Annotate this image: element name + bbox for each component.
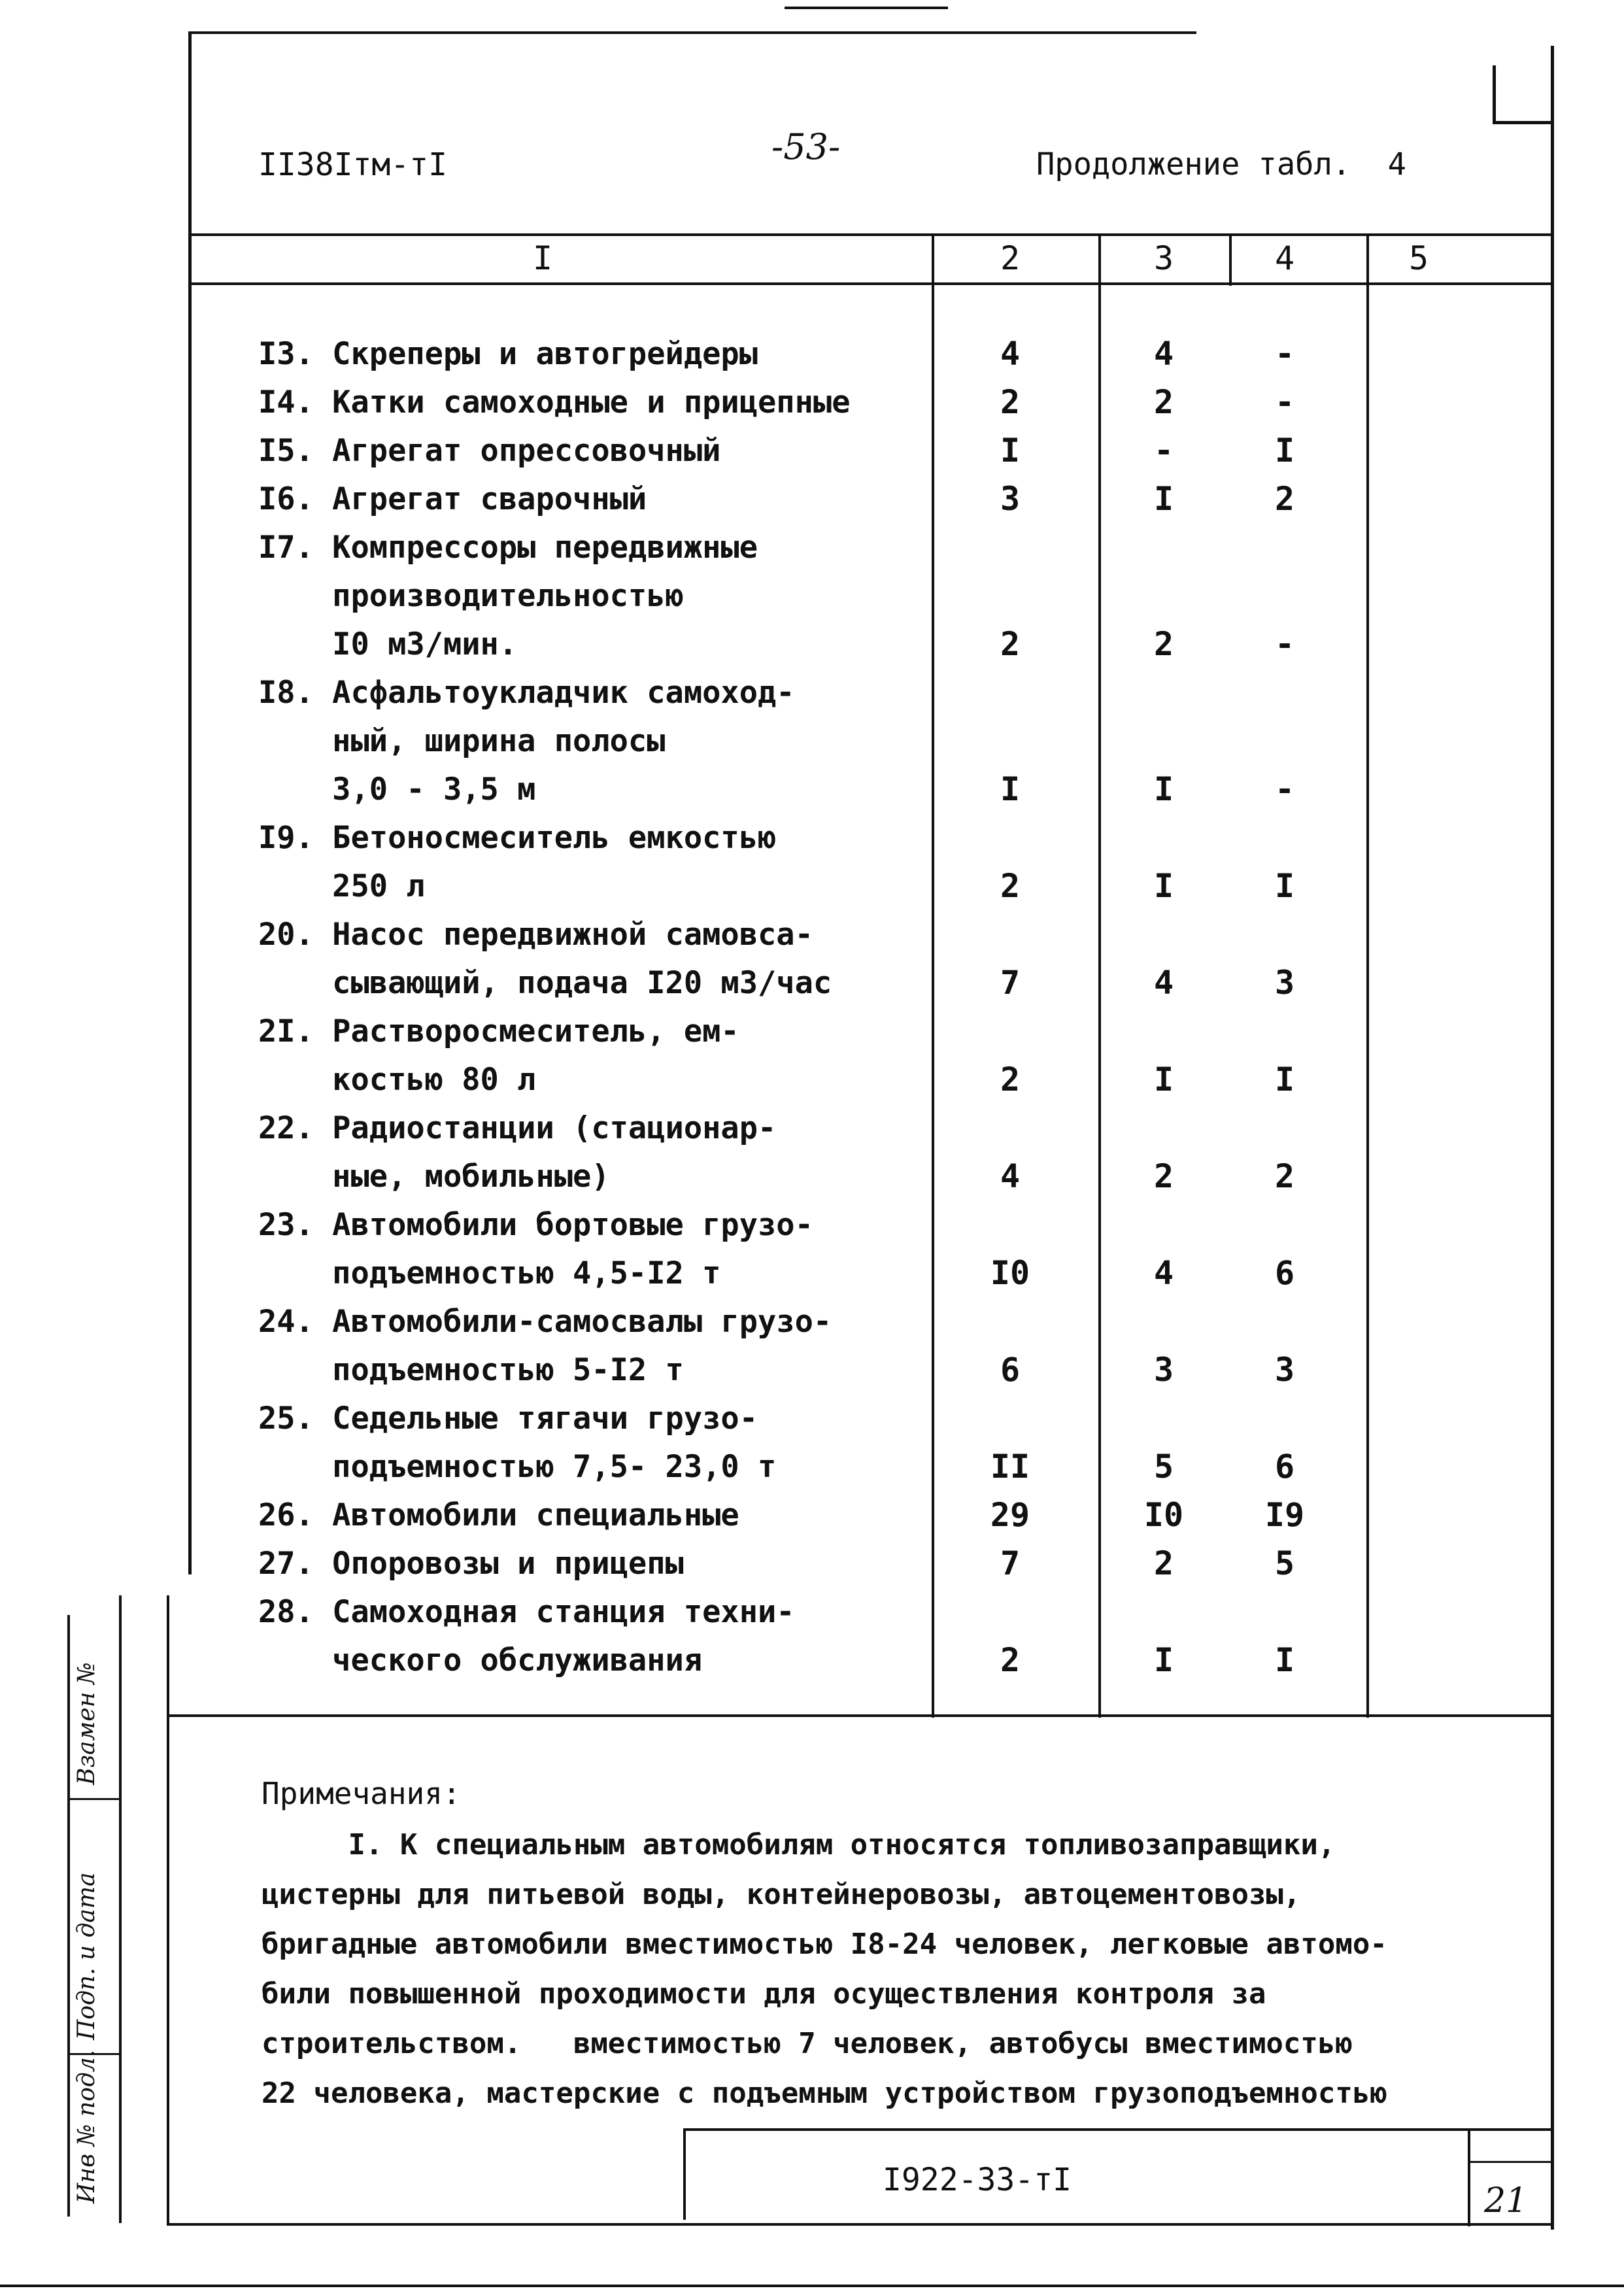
row-description-line: 28. Самоходная станция техни- — [258, 1594, 795, 1630]
frame-top-line — [190, 31, 1196, 34]
margin-stamp-right-line — [119, 1595, 122, 2223]
row-description-line: I6. Агрегат сварочный — [258, 481, 647, 517]
row-value-c4: I9 — [1264, 1496, 1305, 1534]
footer-stamp-code: I922-33-тI — [883, 2162, 1072, 2198]
row-value-c2: 3 — [1000, 480, 1021, 518]
notes-line: строительством. вместимостью 7 человек, автобусы вместимостью — [262, 2027, 1353, 2060]
row-value-c2: 6 — [1000, 1351, 1021, 1389]
row-description-line: 25. Седельные тягачи грузо- — [258, 1401, 758, 1436]
notes-title: Примечания: — [262, 1776, 461, 1811]
row-description-line: I0 м3/мин. — [258, 626, 518, 662]
margin-stamp-left-line — [67, 1615, 70, 2217]
notes-line: I. К специальным автомобилям относятся топливозаправщики, — [262, 1828, 1336, 1862]
row-description-line: 22. Радиостанции (стационар- — [258, 1110, 777, 1146]
margin-stamp-divider-1 — [67, 1798, 120, 1800]
row-value-c2: 7 — [1000, 1544, 1021, 1582]
row-description-line: 23. Автомобили бортовые грузо- — [258, 1207, 813, 1243]
row-value-c4: - — [1274, 383, 1295, 421]
row-value-c2: I — [1000, 770, 1021, 808]
row-description-line: I9. Бетоносмеситель емкостью — [258, 820, 777, 856]
table-continuation-label: Продолжение табл. 4 — [1036, 146, 1406, 182]
frame-bottom-line — [167, 2223, 1553, 2226]
row-value-c3: I0 — [1143, 1496, 1184, 1534]
margin-stamp-inner-line — [167, 1595, 169, 2223]
row-description-line: ные, мобильные) — [258, 1159, 610, 1195]
row-value-c3: 3 — [1153, 1351, 1174, 1389]
row-description-line: ный, ширина полосы — [258, 723, 666, 759]
row-description-line: 24. Автомобили-самосвалы грузо- — [258, 1304, 832, 1340]
row-value-c2: 29 — [990, 1496, 1030, 1534]
row-value-c2: 2 — [1000, 1641, 1021, 1679]
row-value-c3: 5 — [1153, 1448, 1174, 1486]
row-description-line: костью 80 л — [258, 1062, 536, 1098]
row-description-line: I5. Агрегат опрессовочный — [258, 433, 721, 469]
column-header-1: I — [532, 239, 553, 277]
row-value-c3: 2 — [1153, 383, 1174, 421]
document-code: II38Iтм-тI — [258, 146, 447, 183]
column-header-5: 5 — [1408, 239, 1429, 277]
frame-left-line — [188, 31, 192, 1574]
row-value-c2: 4 — [1000, 335, 1021, 373]
margin-label-signature-date: Подп. и дата — [73, 1872, 100, 2040]
row-description-line: 250 л — [258, 868, 425, 904]
column-header-3: 3 — [1153, 239, 1174, 277]
page-bottom-edge — [0, 2285, 1624, 2287]
frame-right-line — [1551, 46, 1554, 2230]
row-description-line: сывающий, подача I20 м3/час — [258, 965, 832, 1001]
notes-line: цистерны для питьевой воды, контейнеровозы, автоцементовозы, — [262, 1878, 1301, 1911]
row-value-c4: 3 — [1274, 1351, 1295, 1389]
column-header-2: 2 — [1000, 239, 1021, 277]
row-value-c4: - — [1274, 625, 1295, 663]
row-value-c3: 2 — [1153, 625, 1174, 663]
row-description-line: подъемностью 4,5-I2 т — [258, 1255, 721, 1291]
row-description-line: 2I. Растворосмеситель, ем- — [258, 1013, 739, 1049]
row-value-c3: - — [1153, 432, 1174, 469]
row-value-c3: 4 — [1153, 335, 1174, 373]
column-header-4: 4 — [1274, 239, 1295, 277]
top-edge-mark — [785, 7, 948, 9]
row-value-c4: 2 — [1274, 1157, 1295, 1195]
row-value-c3: I — [1153, 1641, 1174, 1679]
footer-stamp-top-line — [683, 2128, 1553, 2131]
row-value-c2: 2 — [1000, 867, 1021, 905]
row-value-c3: I — [1153, 480, 1174, 518]
table-bottom-line — [167, 1714, 1553, 1717]
row-value-c2: I0 — [990, 1254, 1030, 1292]
row-value-c2: 7 — [1000, 964, 1021, 1002]
row-value-c4: 5 — [1274, 1544, 1295, 1582]
row-description-line: 20. Насос передвижной самовса- — [258, 917, 813, 953]
table-header-top-line — [190, 233, 1553, 236]
row-value-c4: 6 — [1274, 1448, 1295, 1486]
row-value-c3: I — [1153, 1061, 1174, 1098]
row-description-line: 3,0 - 3,5 м — [258, 772, 536, 808]
footer-stamp-left-line — [683, 2128, 686, 2220]
column-divider-3 — [1229, 233, 1232, 286]
row-value-c3: 2 — [1153, 1544, 1174, 1582]
notes-line: били повышенной проходимости для осуществления контроля за — [262, 1977, 1266, 2011]
row-value-c3: 2 — [1153, 1157, 1174, 1195]
row-value-c4: 3 — [1274, 964, 1295, 1002]
notes-line: бригадные автомобили вместимостью I8-24 человек, легковые автомо- — [262, 1928, 1387, 1961]
notes-line: 22 человека, мастерские с подъемным устройством грузоподъемностью — [262, 2077, 1387, 2110]
column-divider-1 — [932, 233, 934, 1718]
row-value-c4: - — [1274, 770, 1295, 808]
row-description-line: подъемностью 7,5- 23,0 т — [258, 1449, 777, 1485]
margin-label-inventory: Инв № подл. — [73, 2049, 100, 2203]
row-value-c4: 6 — [1274, 1254, 1295, 1292]
row-value-c4: I — [1274, 432, 1295, 469]
corner-bracket-horizontal — [1493, 121, 1551, 124]
row-description-line: I7. Компрессоры передвижные — [258, 530, 758, 566]
row-value-c2: II — [990, 1448, 1030, 1486]
row-description-line: ческого обслуживания — [258, 1642, 703, 1678]
row-description-line: производительностью — [258, 578, 684, 614]
table-header-bottom-line — [190, 282, 1553, 285]
footer-sheet-box-line — [1468, 2128, 1470, 2226]
row-value-c4: I — [1274, 1061, 1295, 1098]
row-value-c4: - — [1274, 335, 1295, 373]
row-value-c2: 2 — [1000, 383, 1021, 421]
row-description-line: I4. Катки самоходные и прицепные — [258, 384, 851, 420]
column-divider-2 — [1098, 233, 1101, 1718]
row-value-c3: I — [1153, 770, 1174, 808]
footer-sheet-box-divider — [1468, 2161, 1553, 2163]
row-value-c2: 2 — [1000, 625, 1021, 663]
column-divider-4 — [1366, 233, 1369, 1718]
row-description-line: 27. Опоровозы и прицепы — [258, 1546, 684, 1582]
row-description-line: 26. Автомобили специальные — [258, 1497, 739, 1533]
row-value-c2: 2 — [1000, 1061, 1021, 1098]
row-description-line: подъемностью 5-I2 т — [258, 1352, 684, 1388]
corner-bracket-vertical — [1493, 65, 1496, 124]
row-description-line: I3. Скреперы и автогрейдеры — [258, 336, 758, 372]
row-value-c4: 2 — [1274, 480, 1295, 518]
margin-label-replacement: Взамен № — [73, 1662, 100, 1785]
row-value-c3: 4 — [1153, 964, 1174, 1002]
row-value-c4: I — [1274, 867, 1295, 905]
row-value-c3: 4 — [1153, 1254, 1174, 1292]
row-description-line: I8. Асфальтоукладчик самоход- — [258, 675, 795, 711]
row-value-c4: I — [1274, 1641, 1295, 1679]
row-value-c2: 4 — [1000, 1157, 1021, 1195]
page-number: -53- — [771, 126, 841, 167]
row-value-c3: I — [1153, 867, 1174, 905]
row-value-c2: I — [1000, 432, 1021, 469]
sheet-number: 21 — [1484, 2181, 1528, 2220]
